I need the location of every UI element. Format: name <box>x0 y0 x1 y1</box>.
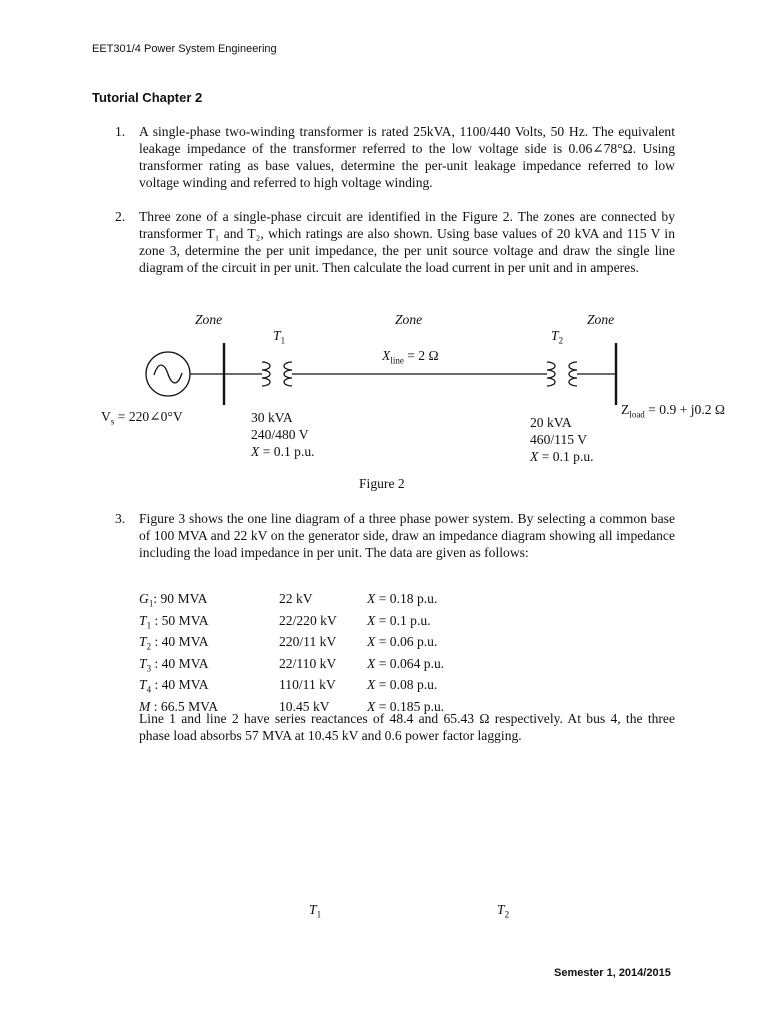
question-number: 1. <box>115 124 126 139</box>
table-row <box>139 656 444 678</box>
component-reactance: X = 0.064 p.u. <box>367 655 445 671</box>
table-row <box>139 677 444 699</box>
table-row <box>139 634 444 656</box>
component-data-table <box>139 591 444 720</box>
component-rating: M : 66.5 MVA <box>139 698 219 714</box>
component-reactance: X = 0.185 p.u. <box>367 698 445 714</box>
table-row <box>139 591 444 613</box>
component-reactance: X = 0.06 p.u. <box>367 634 438 650</box>
component-rating: $T_4$ : 40 MVA <box>139 677 209 695</box>
xline-label: $X_{line} = 2$ Ω <box>382 348 439 366</box>
t1-reactance: X = 0.1 p.u. <box>251 444 315 459</box>
t2-label: $T_2$ <box>551 328 564 346</box>
question-number: 2. <box>115 209 126 224</box>
component-reactance: X = 0.18 p.u. <box>367 591 438 606</box>
t1-rating: 30 kVA <box>251 410 293 425</box>
course-header: EET301/4 Power System Engineering <box>92 43 277 55</box>
component-rating: $G_1$: 90 MVA <box>139 591 208 609</box>
transformer-t1-symbol <box>262 362 292 386</box>
zone-2-label: Zone <box>395 312 423 327</box>
zone-3-label: Zone <box>587 312 615 327</box>
question-3 <box>115 510 675 561</box>
q3-line-load-note: Line 1 and line 2 have series reactances of 48.4 and 65.43 Ω respectively. At bus 4, the three phase load absorbs 57 MVA at 10.45 kV and 0.6 power factor lagging. <box>139 711 675 743</box>
zone-1-label: Zone <box>195 312 223 327</box>
component-voltage: 22/220 kV <box>279 612 337 628</box>
question-text: A single-phase two-winding transformer is rated 25kVA, 1100/440 Volts, 50 Hz. The equivalent leakage impedance of the transformer referred to the low voltage side is 0.06∠78°Ω. Using transformer rating as base values, determine the per-unit leakage impedance referred to low voltage winding and referred to high voltage winding. <box>139 124 675 190</box>
component-voltage: 10.45 kV <box>279 698 330 714</box>
component-voltage: 22 kV <box>279 591 313 606</box>
t1-voltage: 240/480 V <box>251 427 309 442</box>
component-reactance: X = 0.08 p.u. <box>367 677 438 693</box>
source-voltage-label: $V_s$ = 220∠0°V <box>101 409 183 427</box>
question-text: Figure 3 shows the one line diagram of a three phase power system. By selecting a common base of 100 MVA and 22 kV on the generator side, draw an impedance diagram showing all impedance including the load impedance in per unit. The data are given as follows: <box>139 511 675 560</box>
figure-3-t1-label: $T_1$ <box>309 902 322 920</box>
component-voltage: 22/110 kV <box>279 655 337 671</box>
component-voltage: 110/11 kV <box>279 677 336 693</box>
component-rating: $T_3$ : 40 MVA <box>139 655 209 674</box>
t1-label: $T_1$ <box>273 328 286 346</box>
t2-reactance: X = 0.1 p.u. <box>530 449 594 464</box>
question-number: 3. <box>115 511 126 526</box>
figure-2-caption: Figure 2 <box>359 476 405 491</box>
semester-footer: Semester 1, 2014/2015 <box>554 967 671 979</box>
tutorial-title: Tutorial Chapter 2 <box>92 90 203 105</box>
t2-voltage: 460/115 V <box>530 432 588 447</box>
t2-rating: 20 kVA <box>530 415 572 430</box>
figure-3-t2-label: $T_2$ <box>497 902 510 920</box>
question-text: Three zone of a single-phase circuit are identified in the Figure 2. The zones are connected by transformer T₁ and T₂, which ratings are also shown. Using base values of 20 kVA and 115 V in zone 3, determine the per unit impedance, the per unit source voltage and draw the single line diagram of the circuit in per unit. Then calculate the load current in per unit and in amperes. <box>139 209 675 275</box>
load-impedance-label: $Z_{load} = 0.9 + j0.2$ Ω <box>621 402 726 420</box>
transformer-t2-symbol <box>547 362 577 386</box>
table-row <box>139 613 444 635</box>
component-rating: $T_1$ : 50 MVA <box>139 612 209 631</box>
ac-sine-icon <box>154 365 182 383</box>
component-rating: $T_2$ : 40 MVA <box>139 634 209 652</box>
component-reactance: X = 0.1 p.u. <box>367 612 431 628</box>
component-voltage: 220/11 kV <box>279 634 337 650</box>
